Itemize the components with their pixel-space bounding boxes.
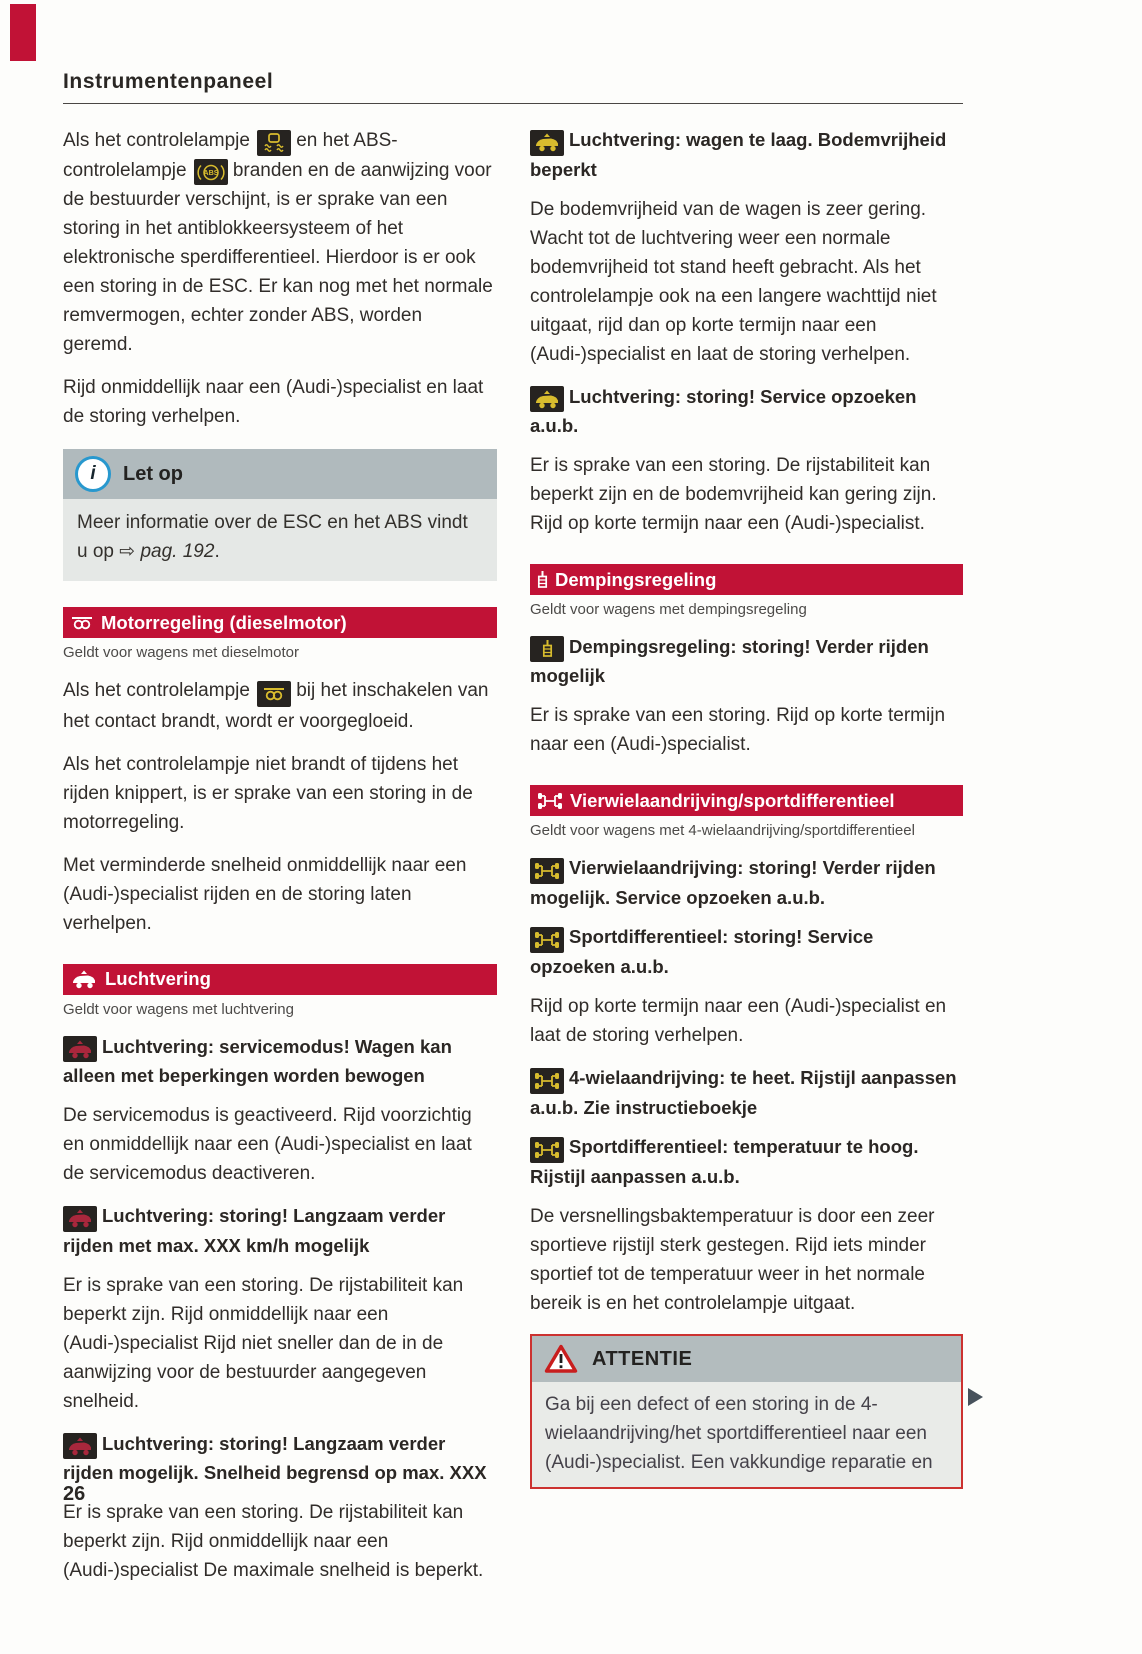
air-suspension-warning-icon: [63, 1036, 97, 1062]
message-heading: [63, 1202, 497, 1260]
page-number: 26: [63, 1483, 86, 1505]
drivetrain-warning-icon: [530, 927, 564, 953]
message-text: Sportdifferentieel: storing! Service opzoeken a.u.b.: [530, 926, 874, 977]
paragraph: Er is sprake van een storing. De rijstabiliteit kan beperkt zijn. Rijd onmiddellijk naar een (Audi-)specialist De maximale snelheid is beperkt.: [63, 1502, 484, 1581]
air-suspension-warning-icon: [530, 386, 564, 412]
section-title: Dempingsregeling: [555, 568, 717, 590]
section-vierwielaandrijving: [530, 785, 963, 1318]
section-subtitle: Geldt voor wagens met luchtvering: [63, 1000, 294, 1018]
attention-body: Ga bij een defect of een storing in de 4-wielaandrijving/het sportdifferentieel naar een (Audi-)specialist. Een vakkundige reparatie en: [532, 1382, 961, 1487]
drivetrain-warning-icon: [530, 1137, 564, 1163]
message-heading: [530, 1064, 963, 1122]
message-text: Luchtvering: storing! Service opzoeken a.u.b.: [530, 385, 917, 436]
message-text: Sportdifferentieel: temperatuur te hoog. Rijstijl aanpassen a.u.b.: [530, 1136, 919, 1187]
message-text: Dempingsregeling: storing! Verder rijden mogelijk: [530, 636, 929, 686]
message-heading: [63, 1033, 497, 1091]
air-suspension-warning-icon: [530, 130, 564, 156]
text-segment: .: [214, 541, 220, 562]
section-header-luchtvering: [63, 964, 497, 995]
drivetrain-icon: [537, 792, 563, 810]
chapter-edge-tab: [10, 4, 36, 61]
section-title: Luchtvering: [105, 968, 211, 989]
cross-reference-arrow-icon: ⇨: [119, 541, 136, 562]
two-column-layout: [63, 126, 963, 1599]
left-column: [63, 126, 497, 1599]
damper-icon: [537, 570, 548, 590]
note-body: [63, 499, 497, 581]
attention-title: ATTENTIE: [592, 1347, 693, 1370]
message-text: Luchtvering: servicemodus! Wagen kan alleen met beperkingen worden bewogen: [63, 1035, 452, 1086]
right-column: [530, 126, 963, 1599]
damper-warning-icon: [530, 636, 564, 662]
section-luchtvering: [63, 964, 497, 1586]
message-heading: [530, 383, 963, 441]
text-segment: Als het controlelampje: [63, 130, 256, 151]
air-suspension-icon: [70, 970, 98, 989]
paragraph: Er is sprake van een storing. Rijd op korte termijn naar een (Audi-)specialist.: [530, 705, 946, 755]
air-suspension-warning-icon: [63, 1206, 97, 1232]
glow-plug-indicator-icon: [257, 681, 291, 707]
paragraph: Als het controlelampje niet brandt of tijdens het rijden knippert, is er sprake van een storing in de motorregeling.: [63, 753, 473, 833]
message-text: Luchtvering: storing! Langzaam verder rijden mogelijk. Snelheid begrensd op max. XXX: [63, 1432, 487, 1483]
text-segment: Meer informatie over de ESC en het ABS vindt u op: [77, 512, 468, 562]
message-text: 4-wielaandrijving: te heet. Rijstijl aanpassen a.u.b. Zie instructieboekje: [530, 1067, 957, 1118]
message-heading: [530, 633, 963, 690]
warning-triangle-icon: [544, 1344, 578, 1374]
message-text: Luchtvering: wagen te laag. Bodemvrijheid beperkt: [530, 129, 947, 180]
attention-header: [532, 1336, 961, 1382]
attention-box: [530, 1334, 963, 1489]
section-dempingsregeling: [530, 564, 963, 759]
section-header-motorregeling: [63, 607, 497, 638]
section-subtitle: Geldt voor wagens met dempingsregeling: [530, 601, 807, 618]
drivetrain-warning-icon: [530, 858, 564, 884]
section-motorregeling: [63, 607, 497, 938]
section-header-vierwielaandrijving: [530, 785, 963, 816]
section-subtitle: Geldt voor wagens met 4-wielaandrijving/sportdifferentieel: [530, 822, 915, 839]
paragraph: De servicemodus is geactiveerd. Rijd voorzichtig en onmiddellijk naar een (Audi-)specialist en laat de servicemodus deactiveren.: [63, 1105, 472, 1184]
note-header: [63, 449, 497, 499]
page-reference: pag. 192: [140, 541, 215, 562]
text-segment: branden en de aanwijzing voor de bestuurder verschijnt, is er sprake van een storing in het antiblokkeersysteem of het elektronische sperdifferentieel. Hierdoor is er ook een storing in de ESC. Er kan nog met het normale remvermogen, echter zonder ABS, worden geremd.: [63, 159, 493, 355]
section-header-dempingsregeling: [530, 564, 963, 595]
message-heading: [530, 854, 963, 912]
glow-plug-icon: [70, 614, 94, 631]
paragraph: Met verminderde snelheid onmiddellijk naar een (Audi-)specialist rijden en de storing laten verhelpen.: [63, 854, 467, 934]
section-subtitle: Geldt voor wagens met dieselmotor: [63, 644, 299, 661]
page-title: Instrumentenpaneel: [63, 70, 963, 104]
message-heading: [63, 1430, 497, 1488]
paragraph: Er is sprake van een storing. De rijstabiliteit kan beperkt zijn en de bodemvrijheid kan gering zijn. Rijd op korte termijn naar een (Audi-)specialist.: [530, 455, 937, 534]
note-title: Let op: [123, 462, 183, 485]
air-suspension-warning-icon: [63, 1433, 97, 1459]
text-segment: en het ABS-controlelampje: [63, 130, 398, 181]
text-segment: bij het inschakelen van het contact brandt, wordt er voorgegloeid.: [63, 680, 489, 732]
note-box: [63, 449, 497, 581]
abs-warning-icon: [194, 159, 228, 185]
svg-text:ABS: ABS: [203, 167, 219, 177]
message-text: Vierwielaandrijving: storing! Verder rijden mogelijk. Service opzoeken a.u.b.: [530, 857, 936, 908]
page-content: [63, 70, 963, 1599]
paragraph: Rijd op korte termijn naar een (Audi-)specialist en laat de storing verhelpen.: [530, 996, 947, 1046]
esc-warning-icon: [257, 130, 291, 156]
section-title: Vierwielaandrijving/sportdifferentieel: [570, 789, 895, 811]
text-segment: Als het controlelampje: [63, 680, 256, 701]
section-title: Motorregeling (dieselmotor): [101, 611, 347, 633]
paragraph: De versnellingsbaktemperatuur is door een zeer sportieve rijstijl sterk gestegen. Rijd iets minder sportief tot de temperatuur weer in het normale bereik is en het controlelampje uitgaat.: [530, 1206, 935, 1314]
paragraph: De bodemvrijheid van de wagen is zeer gering. Wacht tot de luchtvering weer een normale bodemvrijheid tot stand heeft gebracht. Als het controlelampje ook na een langere wachttijd niet uitgaat, rijd dan op korte termijn naar een (Audi-)specialist en laat de storing verhelpen.: [530, 198, 937, 365]
paragraph: Er is sprake van een storing. De rijstabiliteit kan beperkt zijn. Rijd onmiddellijk naar een (Audi-)specialist Rijd niet sneller dan de in de aanwijzing voor de bestuurder aangegeven snelheid.: [63, 1274, 464, 1412]
paragraph: Rijd onmiddellijk naar een (Audi-)specialist en laat de storing verhelpen.: [63, 377, 484, 427]
paragraph-glow: [63, 676, 497, 736]
message-heading: [530, 1133, 963, 1191]
drivetrain-warning-icon: [530, 1068, 564, 1094]
message-heading: [530, 126, 963, 184]
paragraph-abs-esc: [63, 126, 497, 359]
message-text: Luchtvering: storing! Langzaam verder rijden met max. XXX km/h mogelijk: [63, 1205, 446, 1256]
message-heading: [530, 923, 963, 981]
continuation-arrow-icon: [968, 1388, 983, 1406]
info-icon: i: [75, 456, 111, 492]
